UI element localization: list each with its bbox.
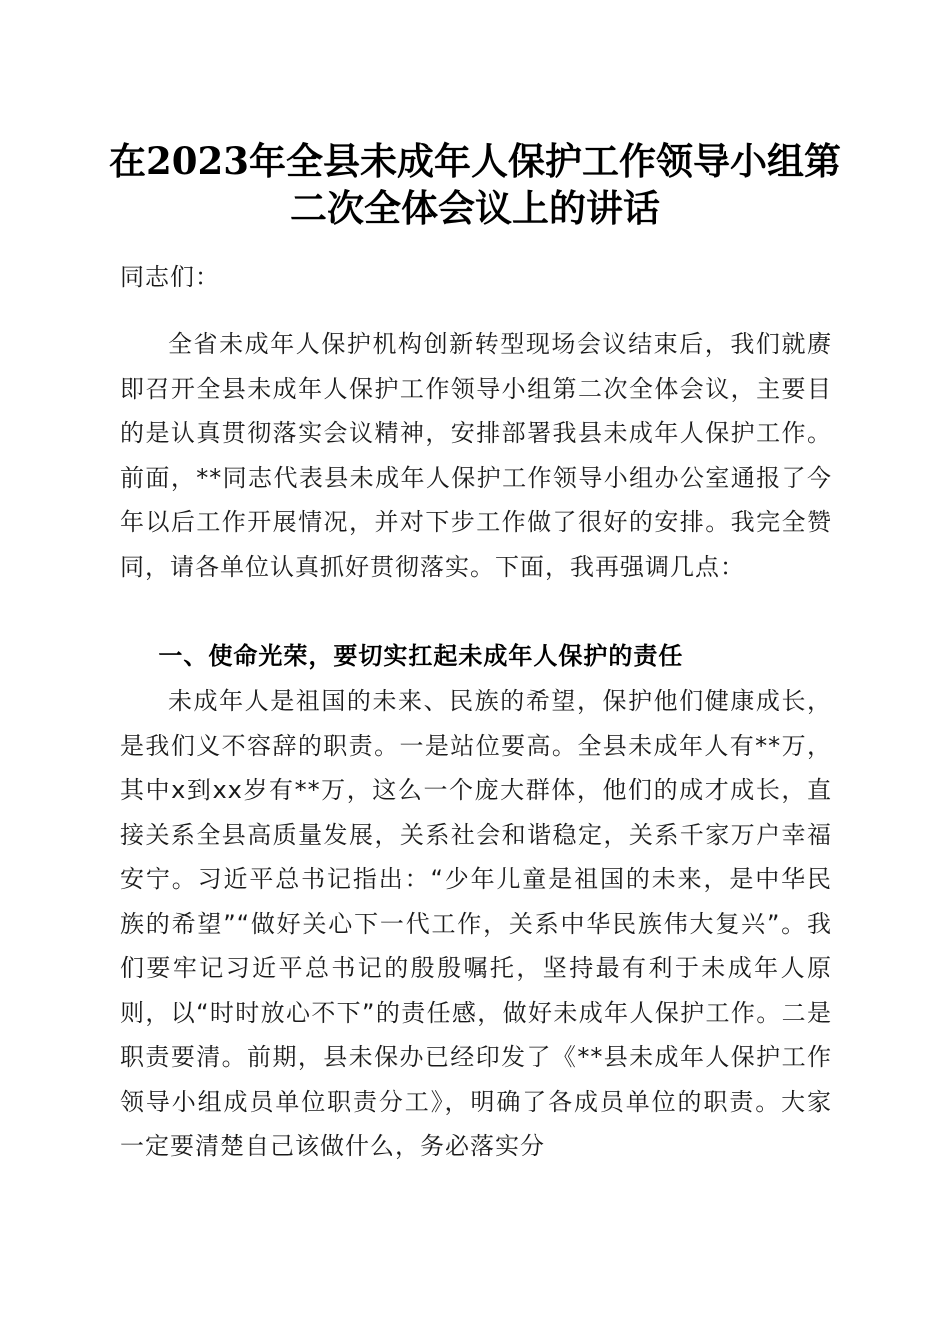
paragraph-section-1: 未成年人是祖国的未来、民族的希望，保护他们健康成长，是我们义不容辞的职责。一是站位要高。全县未成年人有**万，其中x到xx岁有**万，这么一个庞大群体，他们的成才成长，直接关系全县高质量发展，关系社会和谐稳定，关系千家万户幸福安宁。习近平总书记指出：“少年儿童是祖国的未来，是中华民族的希望”“做好关心下一代工作，关系中华民族伟大复兴”。我们要牢记习近平总书记的殷殷嘱托，坚持最有利于未成年人原则，以“时时放心不下”的责任感，做好未成年人保护工作。二是职责要清。前期，县未保办已经印发了《**县未成年人保护工作领导小组成员单位职责分工》，明确了各成员单位的职责。大家一定要清楚自己该做什么，务必落实分 — [120, 687, 832, 1160]
section-heading-1: 一、使命光荣，要切实扛起未成年人保护的责任 — [158, 642, 684, 670]
document-title-line-1: 在2023年全县未成年人保护工作领导小组第 — [109, 139, 841, 183]
paragraph-intro: 全省未成年人保护机构创新转型现场会议结束后，我们就赓即召开全县未成年人保护工作领导小组第二次全体会议，主要目的是认真贯彻落实会议精神，安排部署我县未成年人保护工作。前面，**同志代表县未成年人保护工作领导小组办公室通报了今年以后工作开展情况，并对下步工作做了很好的安排。我完全赞同，请各单位认真抓好贯彻落实。下面，我再强调几点： — [120, 330, 832, 581]
document-title-line-2: 二次全体会议上的讲话 — [290, 186, 660, 230]
salutation: 同志们： — [120, 263, 220, 291]
